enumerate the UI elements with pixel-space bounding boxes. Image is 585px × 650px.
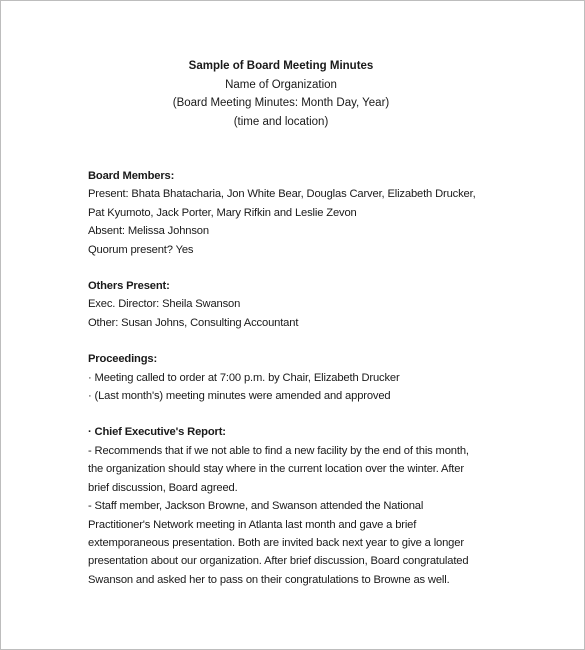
ceo-report-line: extemporaneous presentation. Both are invited back next year to give a longer	[88, 536, 464, 549]
ceo-report-line: the organization should stay where in the current location over the winter. After	[88, 463, 464, 476]
document-title: Sample of Board Meeting Minutes	[188, 60, 374, 72]
board-members-section	[88, 167, 483, 259]
ceo-report-line: Practitioner's Network meeting in Atlanta last month and gave a brief	[88, 518, 417, 531]
ceo-report-line: Swanson and asked her to pass on their congratulations to Browne as well.	[88, 573, 450, 586]
ceo-report-heading: · Chief Executive's Report:	[88, 426, 226, 439]
ceo-report-line: presentation about our organization. After brief discussion, Board congratulated	[88, 555, 469, 568]
quorum-line: Quorum present? Yes	[88, 243, 194, 256]
proceedings-section	[88, 350, 483, 405]
ceo-report-line: - Staff member, Jackson Browne, and Swanson attended the National	[88, 500, 424, 513]
time-location-line: (time and location)	[233, 115, 329, 128]
meeting-date-line: (Board Meeting Minutes: Month Day, Year)	[172, 97, 390, 109]
board-members-heading: Board Members:	[88, 170, 175, 182]
proceedings-heading: Proceedings:	[88, 353, 158, 366]
exec-director-line: Exec. Director: Sheila Swanson	[88, 298, 241, 311]
present-members-line-continued: Pat Kyumoto, Jack Porter, Mary Rifkin and Leslie Zevon	[88, 206, 357, 219]
ceo-report-line: - Recommends that if we not able to find a new facility by the end of this month,	[88, 444, 469, 457]
absent-members-line: Absent: Melissa Johnson	[88, 225, 209, 238]
others-present-section	[88, 277, 483, 332]
ceo-report-section	[88, 423, 483, 589]
proceedings-item: · (Last month's) meeting minutes were amended and approved	[88, 390, 391, 403]
present-members-line: Present: Bhata Bhatacharia, Jon White Bear, Douglas Carver, Elizabeth Drucker,	[88, 188, 476, 201]
others-present-heading: Others Present:	[88, 280, 170, 293]
document-body	[88, 167, 483, 589]
other-attendee-line: Other: Susan Johns, Consulting Accountant	[88, 316, 299, 329]
proceedings-item: · Meeting called to order at 7:00 p.m. by Chair, Elizabeth Drucker	[88, 371, 400, 384]
ceo-report-line: brief discussion, Board agreed.	[88, 481, 238, 494]
document-header	[1, 57, 561, 131]
organization-name: Name of Organization	[225, 78, 337, 91]
